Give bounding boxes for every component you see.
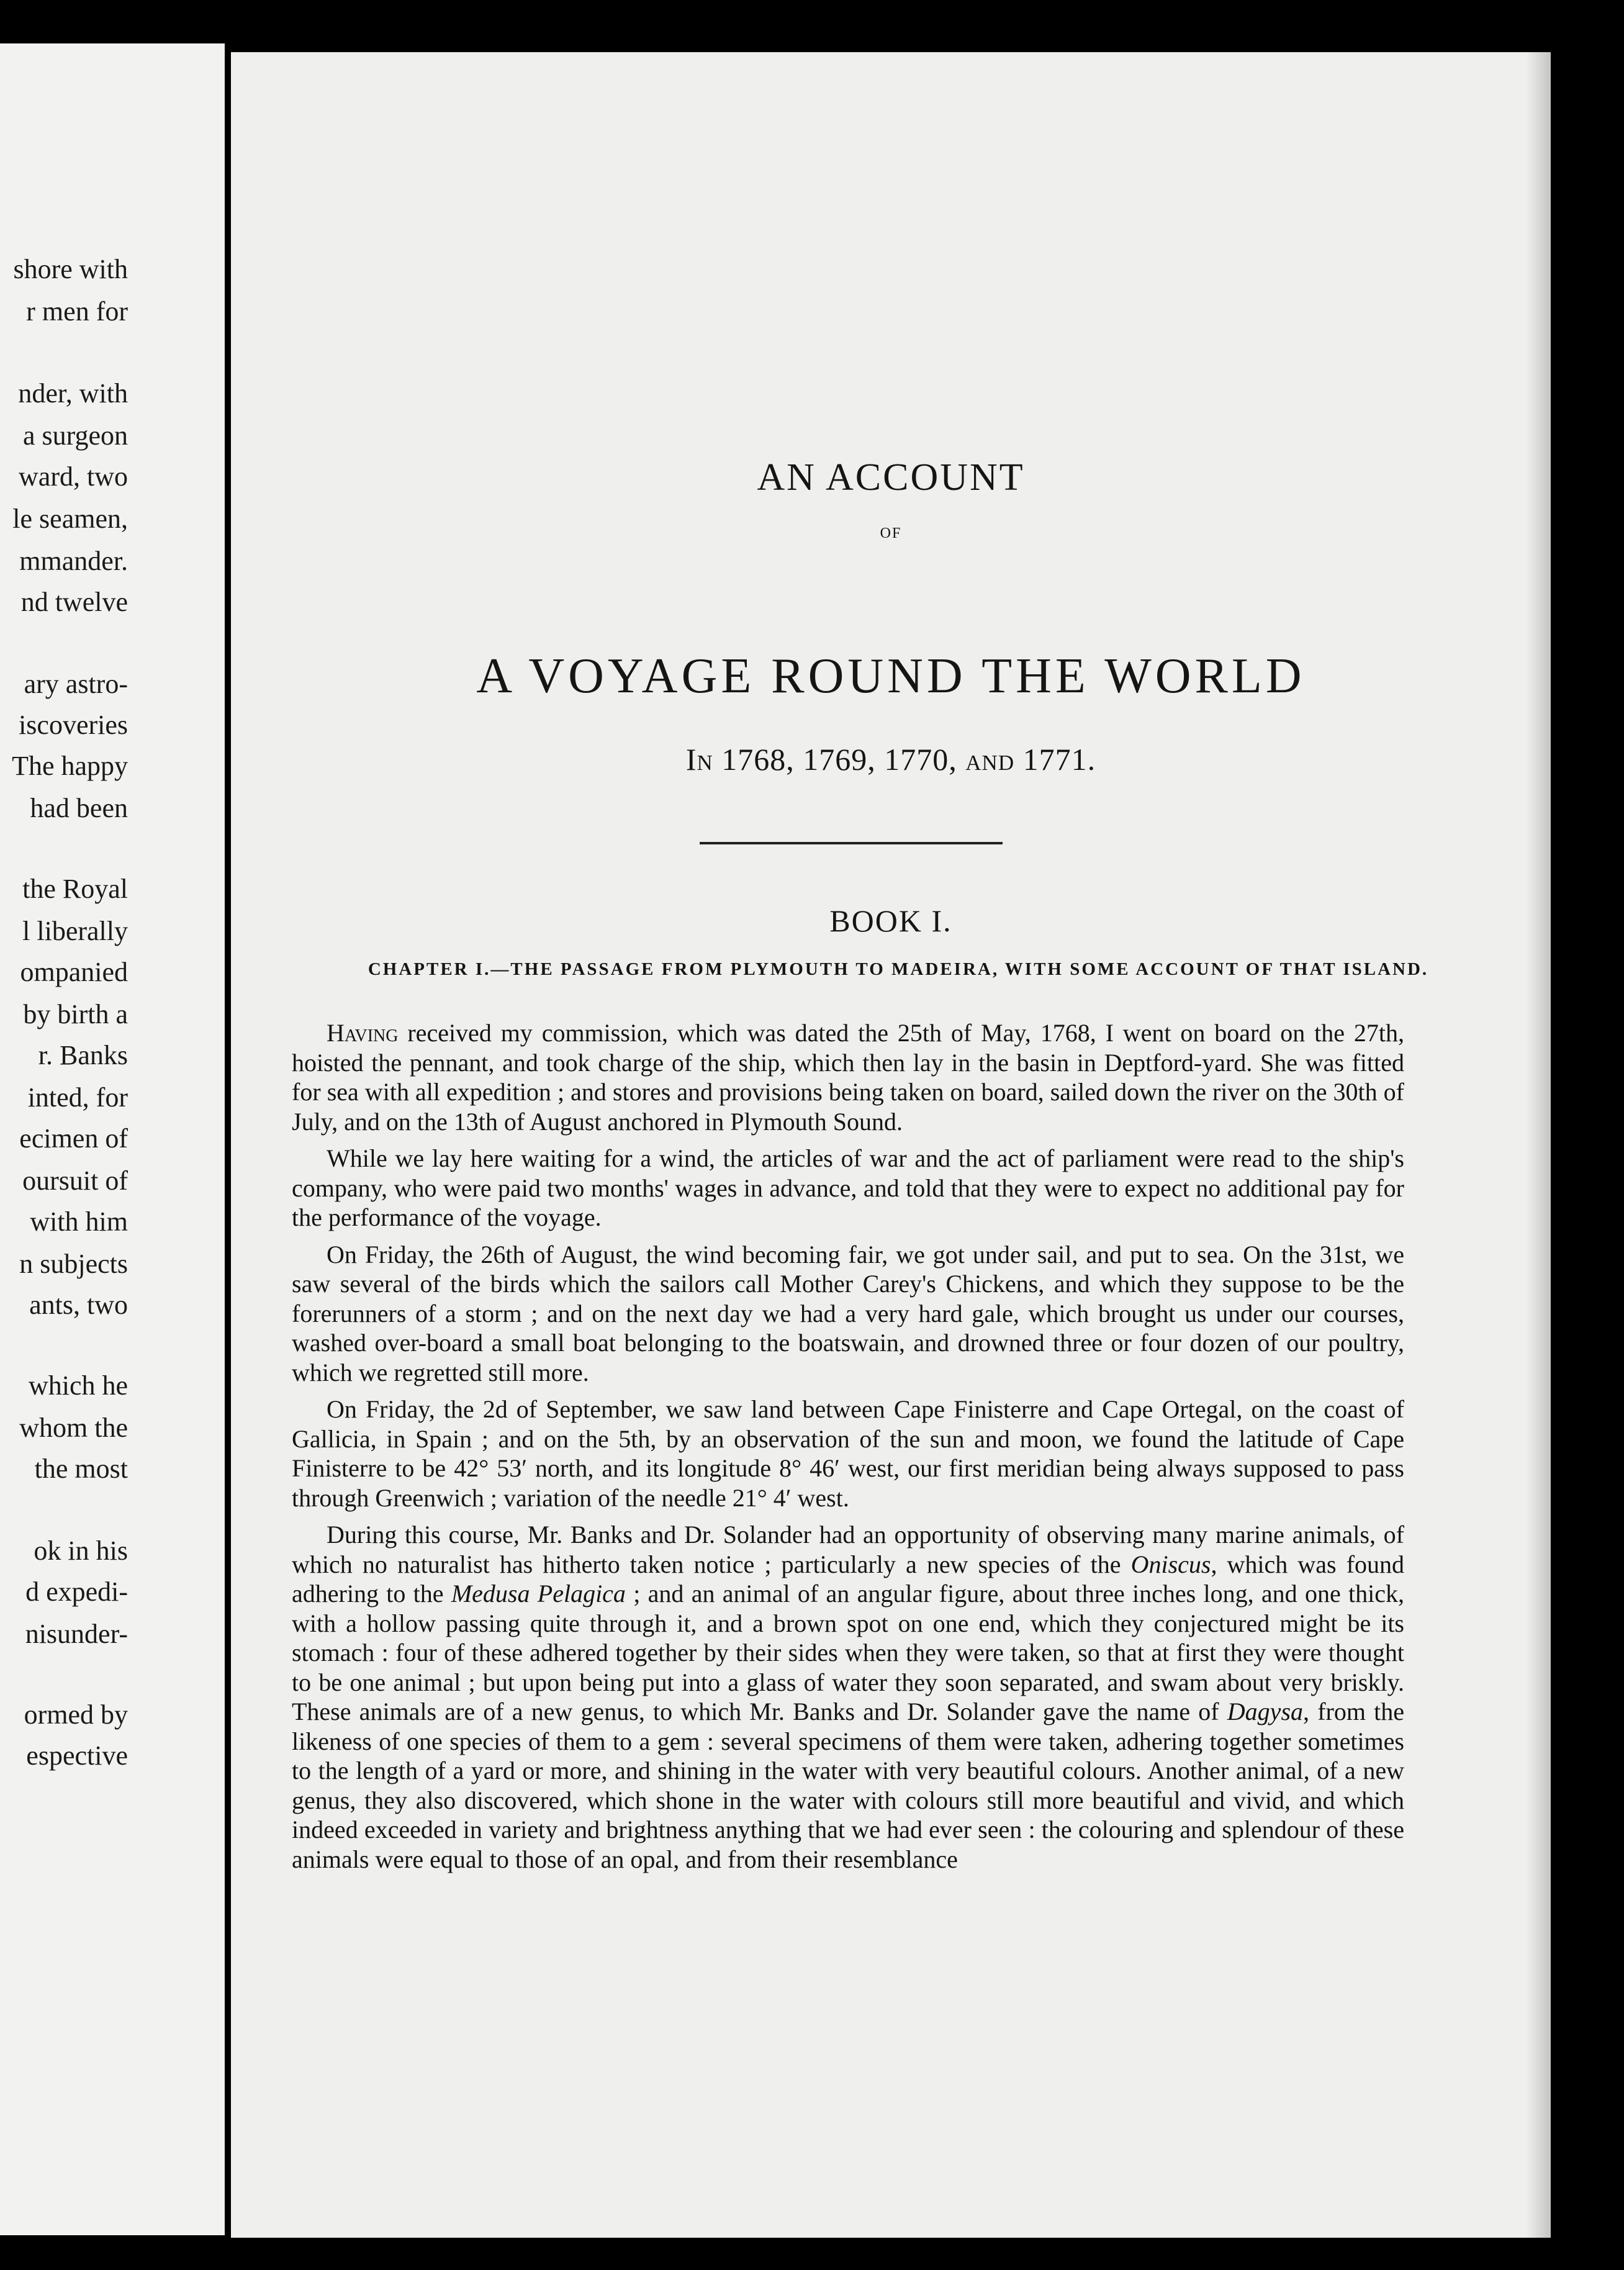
left-page-fragment: with him xyxy=(30,1206,128,1237)
title-line-1: AN ACCOUNT xyxy=(757,456,1025,499)
body-text xyxy=(292,1018,1404,1881)
title-of: OF xyxy=(880,525,902,541)
left-page-fragment: whom the xyxy=(19,1413,128,1443)
left-page-fragment: mmander. xyxy=(19,546,128,576)
left-page-fragment: ompanied xyxy=(20,957,128,987)
left-page-fragment: ary astro- xyxy=(24,669,128,699)
left-page-fragment: d expedi- xyxy=(25,1576,128,1607)
italic-oniscus: Oniscus xyxy=(1130,1550,1211,1578)
left-page-fragment: nder, with xyxy=(18,378,128,409)
left-page-fragment: had been xyxy=(30,793,128,823)
italic-dagysa: Dagysa xyxy=(1227,1698,1304,1725)
left-page-fragment: The happy xyxy=(12,751,128,781)
chapter-heading: CHAPTER I.—THE PASSAGE FROM PLYMOUTH TO MADEIRA, WITH SOME ACCOUNT OF THAT ISLAND. xyxy=(368,959,1429,979)
left-page-fragment: shore with xyxy=(13,254,128,284)
paragraph-1-lead: Having xyxy=(327,1019,399,1047)
left-page-fragment: oursuit of xyxy=(22,1165,128,1196)
left-page-edge xyxy=(0,43,225,2235)
paragraph-4: On Friday, the 2d of September, we saw land between Cape Finisterre and Cape Ortegal, on the coast of Gallicia, in Spain ; and on the 5th, by an observation of the sun and moon, we found the latitude of Cape Finisterre to be 42° 53′ north, and its longitude 8° 46′ west, our first meridian being always supposed to pass through Greenwich ; variation of the needle 21° 4′ west. xyxy=(292,1395,1404,1512)
left-page-fragment: n subjects xyxy=(19,1249,128,1279)
left-page-fragment: espective xyxy=(26,1740,128,1771)
left-page-fragment: l liberally xyxy=(22,916,128,946)
left-page-fragment: iscoveries xyxy=(19,710,128,740)
paragraph-1 xyxy=(292,1018,1404,1136)
left-page-fragment: a surgeon xyxy=(22,420,128,451)
italic-medusa: Medusa Pelagica xyxy=(451,1580,626,1608)
left-page-fragment: ants, two xyxy=(29,1290,128,1320)
left-page-fragment: ok in his xyxy=(34,1535,128,1566)
paragraph-5-text-c: ; and an animal of an angular figure, about three inches long, and one thick, with a hollow passing quite through it, and a brown spot on one end, which they conjectured might be its stomach : four of these adhered together by their sides when they were taken, so that at first they were thought to be one animal ; but upon being put into a glass of water they soon separated, and swam about very briskly. These animals are of a new genus, to which Mr. Banks and Dr. Solander gave the name of xyxy=(292,1580,1405,1725)
left-page-fragment: r men for xyxy=(26,296,128,327)
left-page-fragment: ecimen of xyxy=(19,1123,128,1154)
title-years: In 1768, 1769, 1770, and 1771. xyxy=(685,742,1096,777)
page-shadow xyxy=(1526,52,1551,2238)
left-page-fragment: the most xyxy=(34,1454,128,1484)
left-page-fragment: nisunder- xyxy=(25,1619,128,1649)
book-heading: BOOK I. xyxy=(829,903,952,938)
paragraph-3: On Friday, the 26th of August, the wind becoming fair, we got under sail, and put to sea. On the 31st, we saw several of the birds which the sailors call Mother Carey's Chickens, and which they suppose to be the forerunners of a storm ; and on the next day we had a very hard gale, which brought us under our courses, washed over-board a small boat belonging to the boatswain, and drowned three or four dozen of our poultry, which we regretted still more. xyxy=(292,1240,1404,1386)
paragraph-2: While we lay here waiting for a wind, the articles of war and the act of parliament were read to the ship's company, who were paid two months' wages in advance, and told that they were to expect no additional pay for the performance of the voyage. xyxy=(292,1144,1404,1231)
paragraph-5 xyxy=(292,1520,1404,1874)
left-page-fragment: le seamen, xyxy=(12,504,128,534)
left-page-fragment: inted, for xyxy=(27,1082,128,1113)
left-page-fragment: which he xyxy=(28,1370,128,1401)
paragraph-5-text-a: During this course, Mr. Banks and Dr. Solander had an opportunity of observing many marine animals, of which no naturalist has hitherto taken notice ; particularly a new species of the xyxy=(292,1521,1404,1578)
paragraph-1-text: received my commission, which was dated the 25th of May, 1768, I went on board on the 27th, hoisted the pennant, and took charge of the ship, which then lay in the basin in Deptford-yard. She was fitted for sea with all expedition ; and stores and provisions being taken on board, sailed down the river on the 30th of July, and on the 13th of August anchored in Plymouth Sound. xyxy=(292,1019,1404,1136)
left-page-fragment: ormed by xyxy=(24,1699,128,1730)
left-page-fragment: the Royal xyxy=(22,874,128,904)
left-page-fragment: r. Banks xyxy=(38,1040,128,1070)
paragraph-5-text-b: , which was found adhering to the xyxy=(292,1550,1405,1608)
left-page-fragment: nd twelve xyxy=(20,587,128,617)
right-page xyxy=(231,52,1551,2238)
left-page-fragment: by birth a xyxy=(23,999,128,1029)
title-rule xyxy=(700,842,1003,844)
paragraph-5-text-d: , from the likeness of one species of them to a gem : several specimens of them were taken, adhering together sometimes to the length of a yard or more, and shining in the water with very beautiful colours. Another animal, of a new genus, they also discovered, which shone in the water with colours still more beautiful and vivid, and which indeed exceeded in variety and brightness anything that we had ever seen : the colouring and splendour of these animals were equal to those of an opal, and from their resemblance xyxy=(292,1698,1404,1873)
left-page-fragment: ward, two xyxy=(19,461,128,492)
title-line-2: A VOYAGE ROUND THE WORLD xyxy=(476,649,1306,703)
